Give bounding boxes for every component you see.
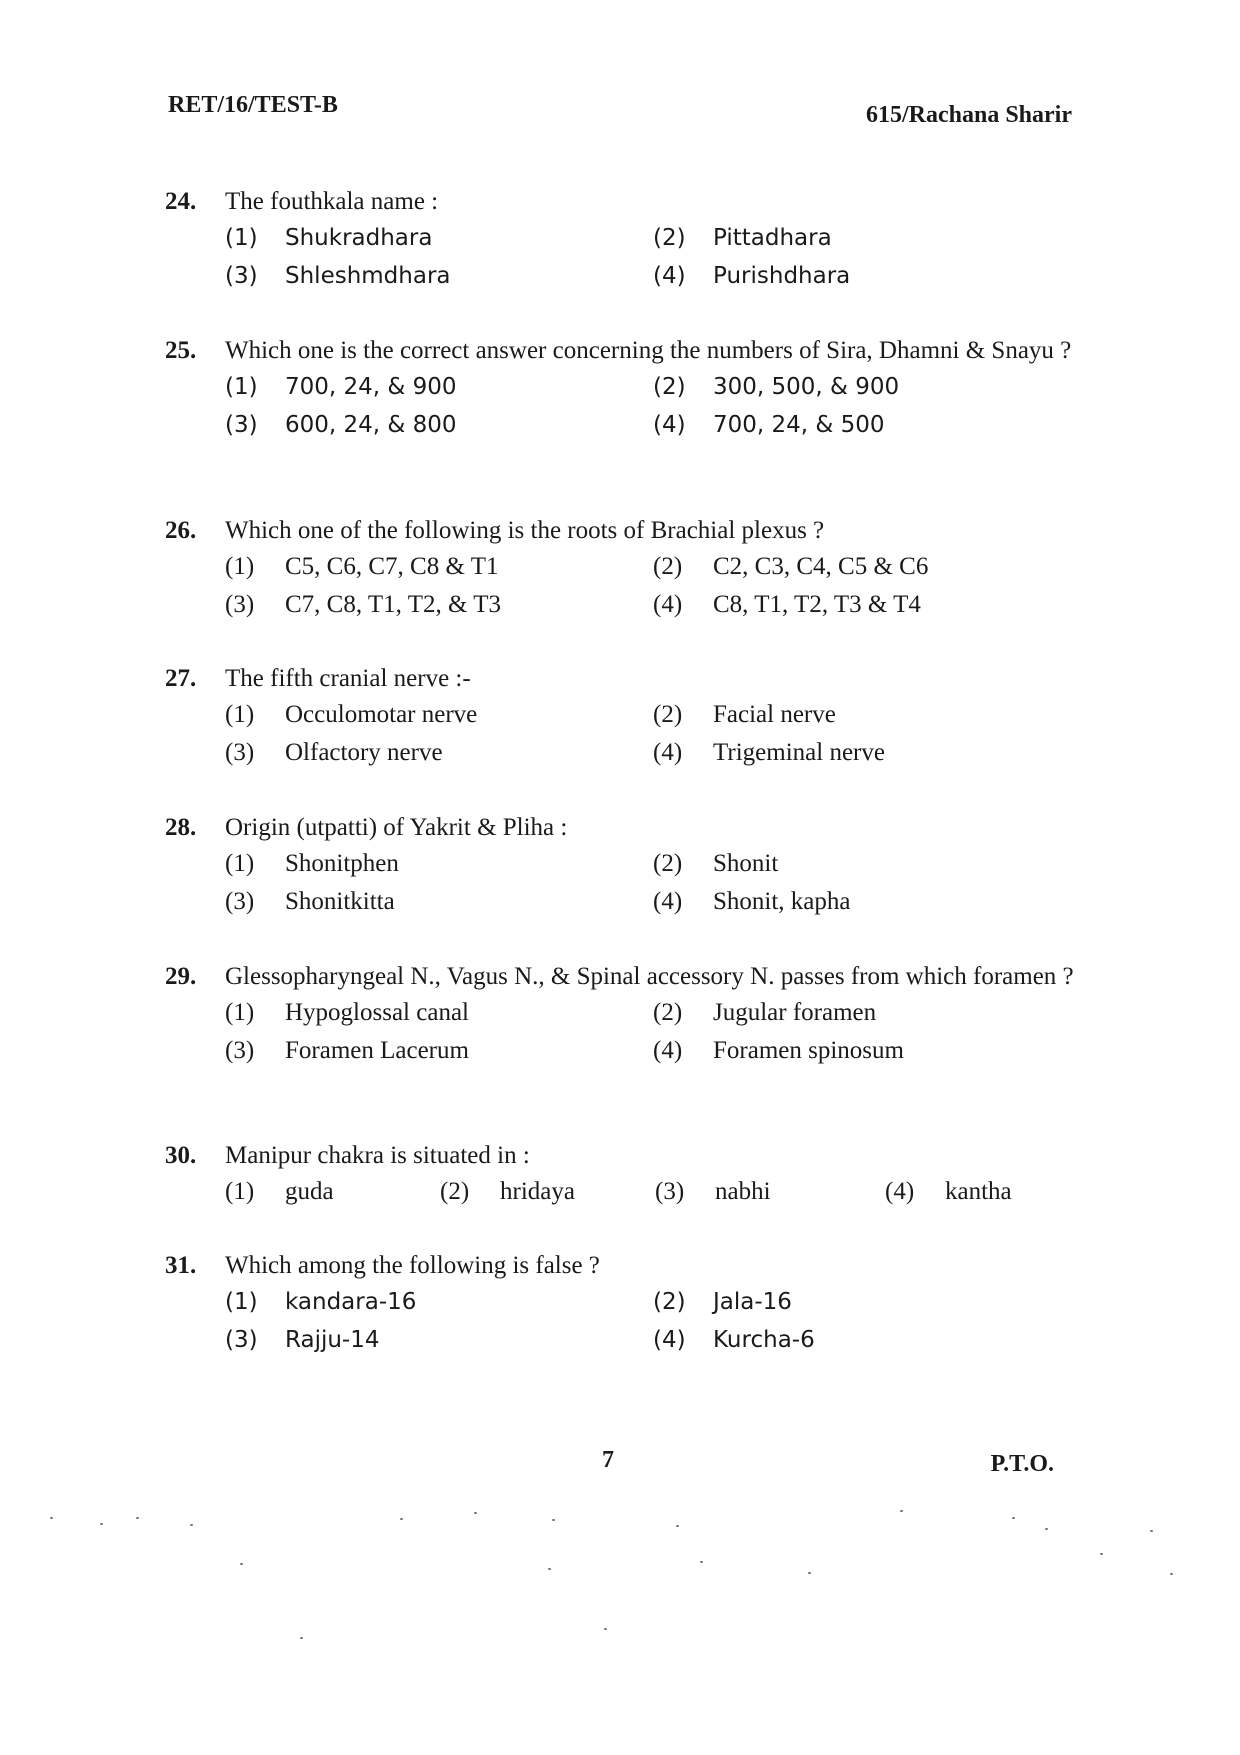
question-26 — [165, 516, 1085, 620]
question-text: The fouthkala name : — [225, 188, 439, 215]
header-subject: 615/Rachana Sharir — [865, 102, 1072, 128]
option-1: (1) kandara-16 — [225, 1289, 417, 1315]
option-3: (3) Shleshmdhara — [225, 263, 451, 289]
question-text: The fifth cranial nerve :- — [225, 665, 471, 692]
option-4: (4) Kurcha-6 — [653, 1327, 815, 1353]
question-text: Glessopharyngeal N., Vagus N., & Spinal accessory N. passes from which foramen ? — [225, 963, 1074, 990]
option-4: (4) Trigeminal nerve — [653, 739, 885, 766]
question-25 — [165, 336, 1085, 440]
question-28 — [165, 813, 1085, 917]
option-1: (1) Occulomotar nerve — [225, 701, 478, 728]
page-number: 7 — [602, 1447, 614, 1473]
option-1: (1) Hypoglossal canal — [225, 999, 469, 1026]
option-2: (2) hridaya — [440, 1178, 575, 1205]
option-1: (1) C5, C6, C7, C8 & T1 — [225, 553, 499, 580]
option-4: (4) Purishdhara — [653, 263, 851, 289]
option-3: (3) Rajju-14 — [225, 1327, 380, 1353]
option-4: (4) Shonit, kapha — [653, 888, 851, 915]
option-1: (1) guda — [225, 1178, 334, 1205]
option-2: (2) Shonit — [653, 850, 779, 877]
option-2: (2) 300, 500, & 900 — [653, 374, 900, 400]
question-27 — [165, 664, 1085, 768]
option-3: (3) C7, C8, T1, T2, & T3 — [225, 591, 502, 618]
option-3: (3) Foramen Lacerum — [225, 1037, 469, 1064]
question-number: 30. — [165, 1142, 197, 1169]
option-3: (3) nabhi — [655, 1178, 771, 1205]
option-4: (4) Foramen spinosum — [653, 1037, 904, 1064]
option-2: (2) Pittadhara — [653, 225, 832, 251]
question-text: Which one is the correct answer concerning the numbers of Sira, Dhamni & Snayu ? — [225, 337, 1072, 364]
pto-label: P.T.O. — [990, 1451, 1054, 1477]
question-text: Which one of the following is the roots of Brachial plexus ? — [225, 517, 825, 544]
question-text: Manipur chakra is situated in : — [225, 1142, 530, 1169]
option-4: (4) 700, 24, & 500 — [653, 412, 885, 438]
option-2: (2) C2, C3, C4, C5 & C6 — [653, 553, 929, 580]
option-2: (2) Jugular foramen — [653, 999, 877, 1026]
option-1: (1) Shonitphen — [225, 850, 399, 877]
header-exam-code: RET/16/TEST-B — [168, 92, 338, 118]
option-2: (2) Jala-16 — [653, 1289, 792, 1315]
option-3: (3) Shonitkitta — [225, 888, 395, 915]
question-29 — [165, 962, 1085, 1066]
question-text: Origin (utpatti) of Yakrit & Pliha : — [225, 814, 568, 841]
question-number: 31. — [165, 1252, 197, 1279]
option-1: (1) 700, 24, & 900 — [225, 374, 457, 400]
option-4: (4) C8, T1, T2, T3 & T4 — [653, 591, 921, 618]
option-3: (3) 600, 24, & 800 — [225, 412, 457, 438]
question-24 — [165, 187, 1085, 291]
option-2: (2) Facial nerve — [653, 701, 836, 728]
option-1: (1) Shukradhara — [225, 225, 433, 251]
option-3: (3) Olfactory nerve — [225, 739, 443, 766]
question-31 — [165, 1251, 1085, 1355]
question-30 — [165, 1141, 1085, 1207]
option-4: (4) kantha — [885, 1178, 1012, 1205]
question-number: 24. — [165, 188, 197, 215]
question-number: 28. — [165, 814, 197, 841]
question-number: 26. — [165, 517, 197, 544]
question-number: 29. — [165, 963, 197, 990]
question-text: Which among the following is false ? — [225, 1252, 600, 1279]
question-number: 27. — [165, 665, 197, 692]
question-number: 25. — [165, 337, 197, 364]
